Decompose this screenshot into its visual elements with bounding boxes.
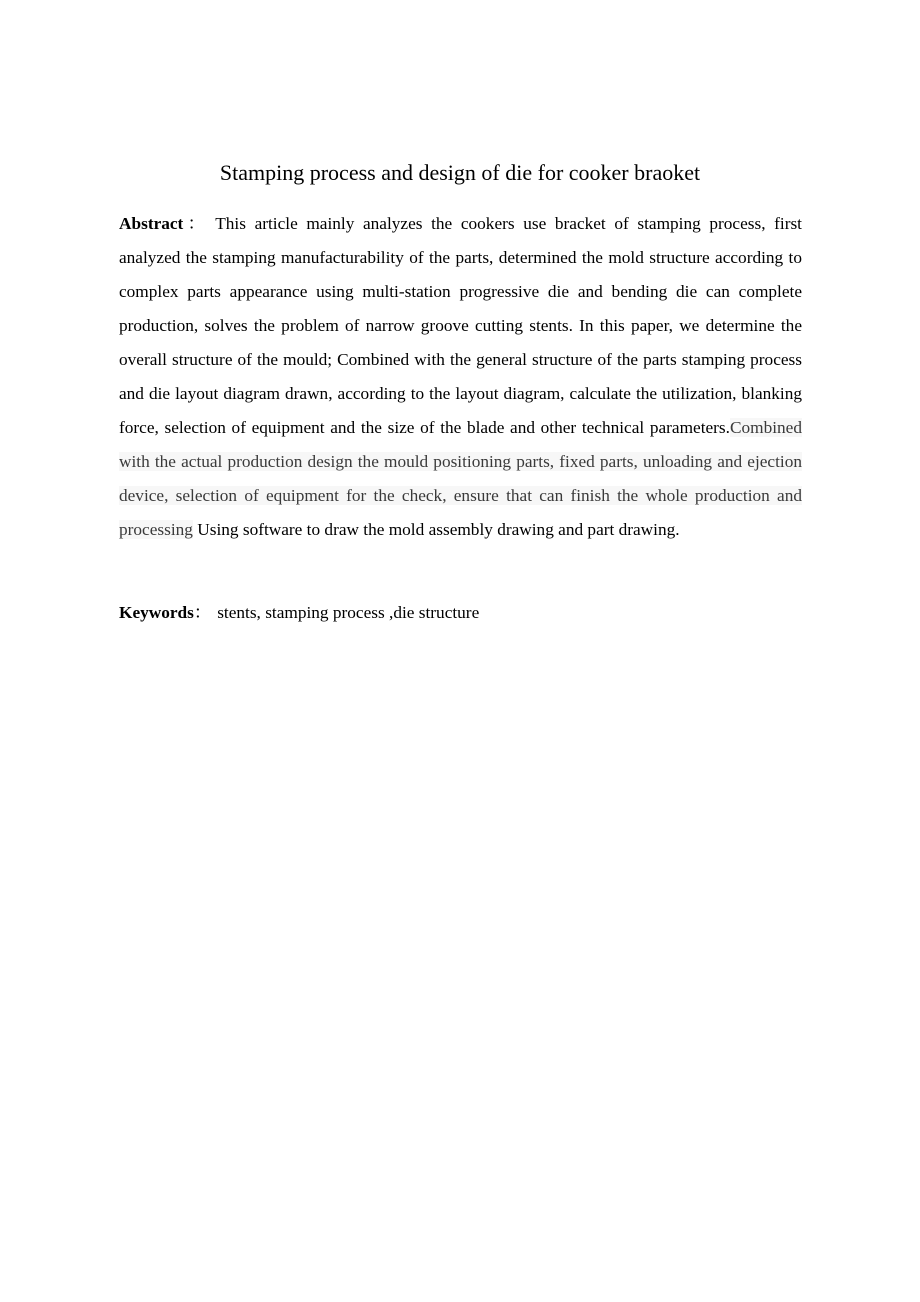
keywords-text: stents, stamping process ,die structure <box>217 603 480 622</box>
page-title: Stamping process and design of die for cooker braoket <box>219 160 701 185</box>
abstract-text-highlighted: Combined with the actual production design the mould positioning parts, fixed parts, unloading and ejection device, selection of equipment for the check, ensure that can finish the whole production and processing <box>119 418 802 539</box>
abstract-text-part1: This article mainly analyzes the cookers use bracket of stamping process, first analyzed the stamping manufacturability of the parts, determined the mold structure according to complex parts appearance using multi-station progressive die and bending die can complete production, solves the problem of narrow groove cutting stents. In this paper, we determine the overall structure of the mould; Combined with the general structure of the parts stamping process and die layout diagram drawn, according to the layout diagram, calculate the utilization, blanking force, selection of equipment and the size of the blade and other technical parameters. <box>119 214 802 437</box>
abstract-text-part3: Using software to draw the mold assembly drawing and part drawing. <box>192 520 680 539</box>
keywords-separator: ： <box>193 603 212 622</box>
abstract-label: Abstract <box>119 214 184 233</box>
keywords-paragraph <box>119 598 802 628</box>
abstract-paragraph <box>119 207 802 547</box>
abstract-separator: ： <box>183 214 210 233</box>
keywords-label: Keywords <box>119 603 194 622</box>
